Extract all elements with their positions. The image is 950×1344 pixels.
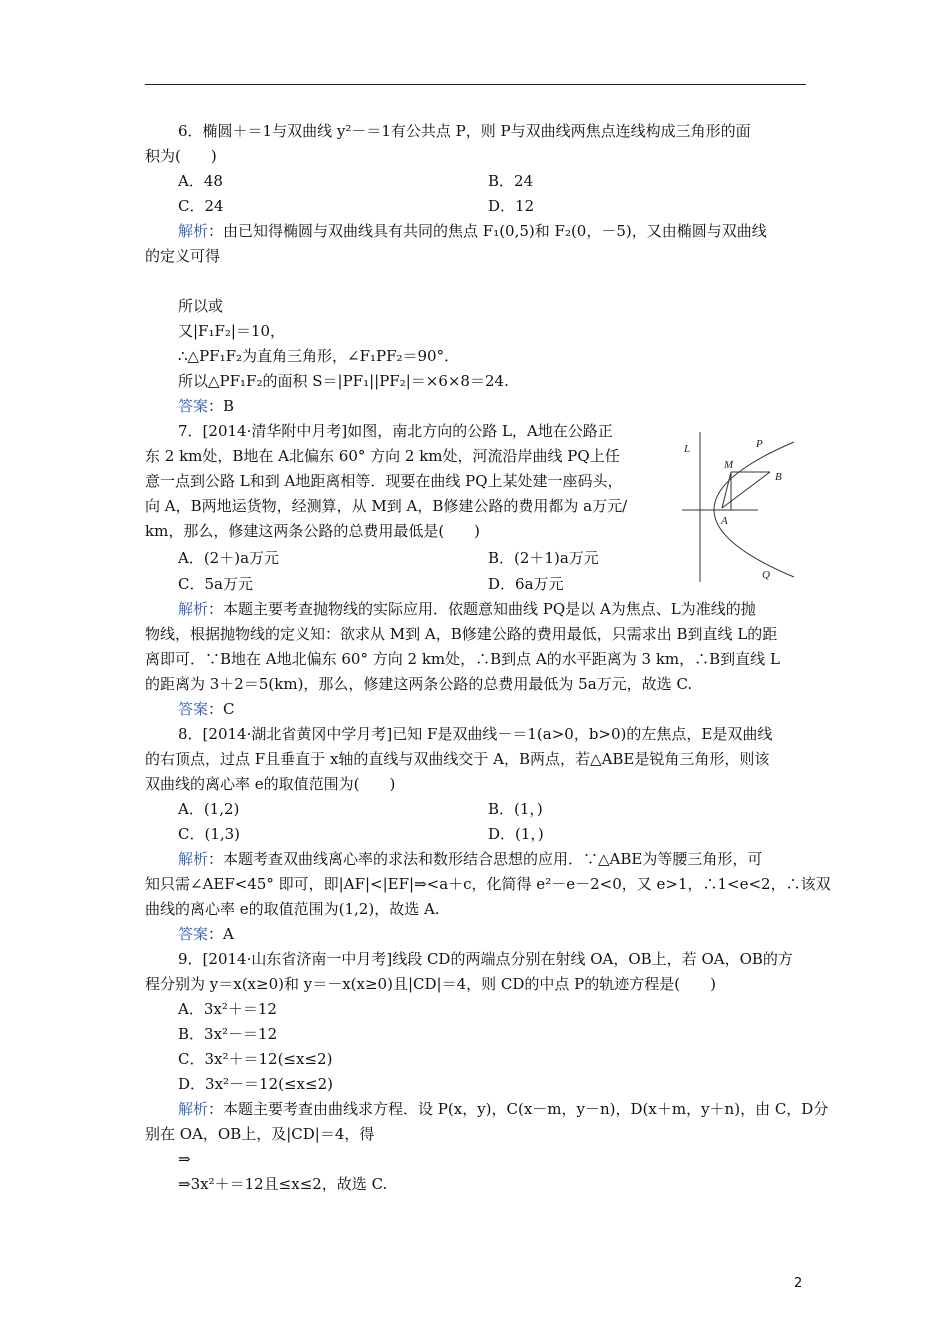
text-line xyxy=(178,1049,332,1069)
line-text: B．(2＋1)a万元 xyxy=(488,549,599,567)
page-number: 2 xyxy=(794,1276,803,1291)
line-text: ⇒ xyxy=(178,1150,191,1168)
text-line xyxy=(145,246,220,266)
line-text: C．24 xyxy=(178,197,224,215)
text-line xyxy=(178,699,235,719)
section-label: 答案 xyxy=(178,397,209,415)
text-line xyxy=(178,849,762,869)
text-line xyxy=(178,999,277,1019)
text-line xyxy=(178,396,234,416)
line-text: 双曲线的离心率 e的取值范围为( ) xyxy=(145,775,396,793)
text-line xyxy=(178,221,767,241)
parabola-figure xyxy=(674,432,806,582)
text-line xyxy=(178,371,509,391)
line-text: 意一点到公路 L和到 A地距离相等．现要在曲线 PQ上某处建一座码头， xyxy=(145,472,623,490)
text-line xyxy=(145,974,716,994)
text-line xyxy=(178,824,240,844)
text-line xyxy=(178,548,279,568)
text-line xyxy=(145,521,480,541)
text-line xyxy=(178,724,772,744)
text-line xyxy=(178,799,239,819)
text-line xyxy=(145,471,623,491)
line-text: ：本题主要考查由曲线求方程．设 P(x，y)，C(x－m，y－n)，D(x＋m，y＋n)，由 C，D分 xyxy=(208,1100,829,1118)
text-line xyxy=(178,421,613,441)
line-text: 物线，根据抛物线的定义知：欲求从 M到 A，B修建公路的费用最低，只需求出 B到直线 L的距 xyxy=(145,625,778,643)
line-text: A．(2＋)a万元 xyxy=(178,549,280,567)
text-line xyxy=(178,1174,387,1194)
text-line xyxy=(178,171,223,191)
text-line xyxy=(488,824,544,844)
text-line xyxy=(488,171,533,191)
text-line xyxy=(145,749,769,769)
text-line xyxy=(178,346,459,366)
text-line xyxy=(178,321,285,341)
line-text: A．(1,2) xyxy=(178,800,240,818)
line-text: C．3x²＋＝12(≤x≤2) xyxy=(178,1050,333,1068)
line-text: 离即可．∵B地在 A地北偏东 60° 方向 2 km处，∴B到点 A的水平距离为 3 km，∴B到直线 L xyxy=(145,650,780,668)
text-line xyxy=(145,899,440,919)
label-A: A xyxy=(721,515,728,527)
text-line xyxy=(145,496,627,516)
line-text: ∴△PF₁F₂为直角三角形，∠F₁PF₂＝90°． xyxy=(178,347,460,365)
line-text: ：B xyxy=(208,397,235,415)
section-label: 解析 xyxy=(178,600,209,618)
line-text: 程分别为 y＝x(x≥0)和 y＝－x(x≥0)且|CD|＝4，则 CD的中点 P的轨迹方程是( ) xyxy=(145,975,716,993)
line-text: 的距离为 3＋2＝5(km)，那么，修建这两条公路的总费用最低为 5a万元，故选 C. xyxy=(145,675,693,693)
line-text: 9．[2014·山东省济南一中月考]线段 CD的两端点分别在射线 OA，OB上，若 OA，OB的方 xyxy=(178,950,793,968)
line-text: A．3x²＋＝12 xyxy=(178,1000,277,1018)
text-line xyxy=(178,1099,828,1119)
line-text: ：本题考查双曲线离心率的求法和数形结合思想的应用．∵△ABE为等腰三角形，可 xyxy=(208,850,763,868)
label-Q: Q xyxy=(762,569,770,581)
section-label: 解析 xyxy=(178,222,209,240)
text-line xyxy=(178,121,751,141)
line-text: 7．[2014·清华附中月考]如图，南北方向的公路 L，A地在公路正 xyxy=(178,422,613,440)
label-M: M xyxy=(724,459,734,471)
text-line xyxy=(488,799,543,819)
line-text: 东 2 km处，B地在 A北偏东 60° 方向 2 km处，河流沿岸曲线 PQ上任 xyxy=(145,447,620,465)
line-text: 的定义可得 xyxy=(145,247,221,265)
text-line xyxy=(178,599,756,619)
text-line xyxy=(145,446,620,466)
line-text: D．6a万元 xyxy=(488,575,564,593)
text-line xyxy=(178,924,234,944)
text-line xyxy=(145,624,777,644)
line-text: D．12 xyxy=(488,197,535,215)
header-rule xyxy=(145,84,806,85)
text-line xyxy=(488,574,564,594)
line-text: B．24 xyxy=(488,172,534,190)
text-line xyxy=(145,1124,374,1144)
line-text: 8．[2014·湖北省黄冈中学月考]已知 F是双曲线－＝1(a>0，b>0)的左焦点，E是双曲线 xyxy=(178,725,773,743)
line-text: 的右顶点，过点 F且垂直于 x轴的直线与双曲线交于 A，B两点，若△ABE是锐角三角形，则该 xyxy=(145,750,770,768)
section-label: 答案 xyxy=(178,925,209,943)
line-text: 所以△PF₁F₂的面积 S＝|PF₁||PF₂|＝×6×8＝24. xyxy=(178,372,509,390)
text-line xyxy=(145,774,395,794)
line-text: 积为( ) xyxy=(145,147,217,165)
line-text: C．5a万元 xyxy=(178,575,253,593)
line-text: ⇒3x²＋＝12且≤x≤2，故选 C. xyxy=(178,1175,388,1193)
text-line xyxy=(178,196,224,216)
text-line xyxy=(488,196,534,216)
line-text: ：C xyxy=(208,700,235,718)
text-line xyxy=(145,146,217,166)
line-text: ：A xyxy=(208,925,234,943)
line-text: B．3x²－＝12 xyxy=(178,1025,278,1043)
text-line xyxy=(145,649,780,669)
line-text: ：由已知得椭圆与双曲线具有共同的焦点 F₁(0,5)和 F₂(0，－5)，又由椭圆与双曲线 xyxy=(208,222,767,240)
line-text: 6．椭圆＋＝1与双曲线 y²－＝1有公共点 P，则 P与双曲线两焦点连线构成三角形的面 xyxy=(178,122,751,140)
line-text: 别在 OA，OB上，及|CD|＝4，得 xyxy=(145,1125,375,1143)
line-text: A．48 xyxy=(178,172,223,190)
line-text: 知只需∠AEF<45° 即可，即|AF|<|EF|⇒<a＋c，化简得 e²－e－2<0，又 e>1，∴1<e<2，∴该双 xyxy=(145,875,831,893)
text-line xyxy=(178,1149,191,1169)
section-label: 解析 xyxy=(178,1100,209,1118)
line-text: 向 A，B两地运货物，经测算，从 M到 A，B修建公路的费用都为 a万元/ xyxy=(145,497,628,515)
line-text: 又|F₁F₂|＝10， xyxy=(178,322,286,340)
text-line xyxy=(178,949,793,969)
line-text: D．(1，) xyxy=(488,825,544,843)
label-L: L xyxy=(684,443,691,455)
line-text: C．(1,3) xyxy=(178,825,241,843)
section-label: 解析 xyxy=(178,850,209,868)
text-line xyxy=(178,296,223,316)
line-text: D．3x²－＝12(≤x≤2) xyxy=(178,1075,333,1093)
text-line xyxy=(178,574,253,594)
label-P: P xyxy=(756,438,763,450)
line-text: 曲线的离心率 e的取值范围为(1,2)，故选 A. xyxy=(145,900,440,918)
text-line xyxy=(145,674,692,694)
line-text: 所以或 xyxy=(178,297,224,315)
line-text: ：本题主要考查抛物线的实际应用．依题意知曲线 PQ是以 A为焦点、L为准线的抛 xyxy=(208,600,756,618)
text-line xyxy=(145,874,831,894)
text-line xyxy=(178,1024,277,1044)
line-text: B．(1，) xyxy=(488,800,543,818)
section-label: 答案 xyxy=(178,700,209,718)
text-line xyxy=(178,1074,333,1094)
text-line xyxy=(488,548,599,568)
line-text: km，那么，修建这两条公路的总费用最低是( ) xyxy=(145,522,481,540)
label-B: B xyxy=(775,471,782,483)
